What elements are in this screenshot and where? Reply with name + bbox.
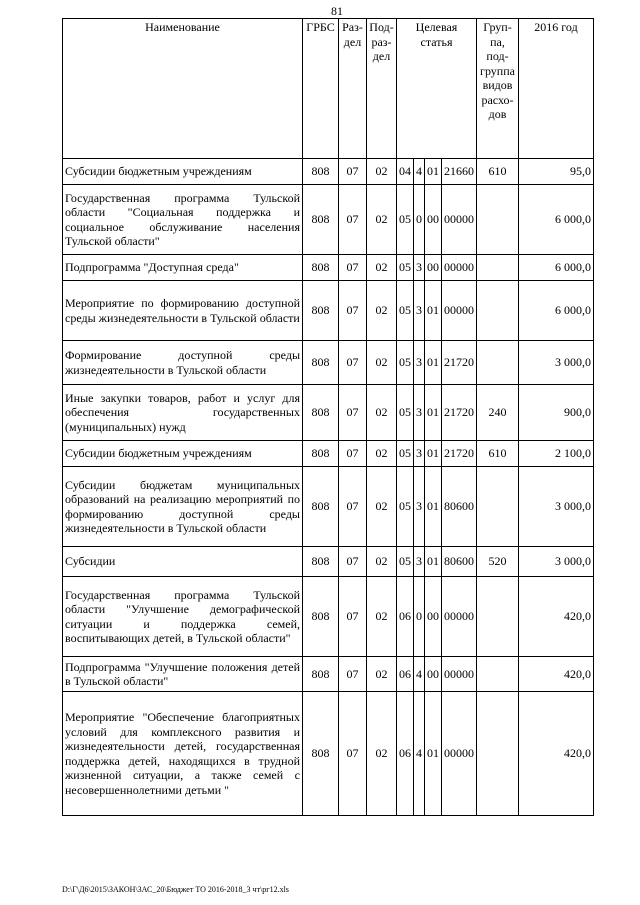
row-expense-group: 240 [477,385,519,441]
row-grbs: 808 [303,657,339,692]
row-expense-group [477,692,519,816]
row-amount: 95,0 [519,159,594,185]
row-expense-group: 520 [477,547,519,577]
table-row [63,467,594,547]
row-target-event: 01 [425,385,442,441]
header-name: Наименование [63,19,303,159]
row-name: Мероприятие "Обеспечение благоприятных условий для комплексного развития и жизнедеятельности детей, государственная поддержка детей, находящихся в трудной жизненной ситуации, а также семей с несовершеннолетними детьми " [63,692,303,816]
row-expense-group [477,255,519,281]
header-target: Целевая статья [397,19,477,159]
row-razdel: 07 [339,577,367,657]
row-target-subprogram: 3 [414,385,425,441]
row-podrazdel: 02 [367,547,397,577]
row-expense-group [477,657,519,692]
row-target-event: 00 [425,577,442,657]
row-target-program: 05 [397,385,414,441]
row-name: Формирование доступной среды жизнедеятельности в Тульской области [63,341,303,385]
row-grbs: 808 [303,577,339,657]
row-target-program: 05 [397,467,414,547]
table-row [63,385,594,441]
table-row [63,441,594,467]
row-name: Государственная программа Тульской области "Социальная поддержка и социальное обслуживание населения Тульской области" [63,185,303,255]
row-grbs: 808 [303,467,339,547]
row-podrazdel: 02 [367,657,397,692]
row-target-event: 00 [425,255,442,281]
row-amount: 900,0 [519,385,594,441]
row-grbs: 808 [303,547,339,577]
row-name: Иные закупки товаров, работ и услуг для обеспечения государственных (муниципальных) нужд [63,385,303,441]
row-expense-group [477,577,519,657]
table-row [63,255,594,281]
row-target-subprogram: 3 [414,341,425,385]
row-target-program: 04 [397,159,414,185]
row-target-event: 01 [425,159,442,185]
row-razdel: 07 [339,341,367,385]
row-grbs: 808 [303,385,339,441]
row-podrazdel: 02 [367,385,397,441]
row-target-event: 01 [425,467,442,547]
row-razdel: 07 [339,185,367,255]
row-razdel: 07 [339,657,367,692]
row-name: Мероприятие по формированию доступной среды жизнедеятельности в Тульской области [63,281,303,341]
row-target-direction: 80600 [442,467,477,547]
row-grbs: 808 [303,255,339,281]
row-target-direction: 00000 [442,657,477,692]
table-row [63,281,594,341]
row-razdel: 07 [339,441,367,467]
row-name: Подпрограмма "Доступная среда" [63,255,303,281]
row-target-subprogram: 4 [414,657,425,692]
row-grbs: 808 [303,159,339,185]
row-target-subprogram: 4 [414,159,425,185]
row-target-direction: 80600 [442,547,477,577]
table-row [63,341,594,385]
row-target-direction: 21660 [442,159,477,185]
row-name: Подпрограмма "Улучшение положения детей в Тульской области" [63,657,303,692]
row-expense-group [477,341,519,385]
header-group: Груп-па, под-группа видов расхо-дов [477,19,519,159]
row-expense-group: 610 [477,441,519,467]
row-target-subprogram: 4 [414,692,425,816]
row-podrazdel: 02 [367,159,397,185]
row-amount: 3 000,0 [519,341,594,385]
table-row [63,547,594,577]
row-target-subprogram: 3 [414,255,425,281]
row-target-subprogram: 0 [414,185,425,255]
row-name: Государственная программа Тульской области "Улучшение демографической ситуации и поддержка семей, воспитывающих детей, в Тульской области" [63,577,303,657]
page-number: 81 [331,4,343,18]
row-target-direction: 00000 [442,281,477,341]
table-row [63,657,594,692]
row-podrazdel: 02 [367,692,397,816]
row-target-direction: 00000 [442,692,477,816]
table-row [63,577,594,657]
row-podrazdel: 02 [367,577,397,657]
row-target-direction: 00000 [442,255,477,281]
row-amount: 3 000,0 [519,547,594,577]
row-target-subprogram: 3 [414,547,425,577]
row-target-program: 06 [397,657,414,692]
row-amount: 6 000,0 [519,255,594,281]
file-path-footer: D:\Г\Д6\2015\ЗАКОН\ЗАС_20\Бюджет ТО 2016-2018_3 чт\рг12.xls [62,885,289,894]
row-razdel: 07 [339,692,367,816]
row-expense-group [477,467,519,547]
row-expense-group [477,281,519,341]
row-target-event: 00 [425,657,442,692]
header-year: 2016 год [519,19,594,159]
row-target-program: 05 [397,185,414,255]
header-podrazdel: Под-раз-дел [367,19,397,159]
row-target-program: 05 [397,547,414,577]
row-podrazdel: 02 [367,281,397,341]
row-amount: 6 000,0 [519,281,594,341]
row-podrazdel: 02 [367,467,397,547]
row-target-event: 01 [425,547,442,577]
row-target-program: 05 [397,441,414,467]
row-target-program: 05 [397,281,414,341]
row-target-direction: 21720 [442,385,477,441]
row-grbs: 808 [303,281,339,341]
row-target-subprogram: 0 [414,577,425,657]
row-amount: 6 000,0 [519,185,594,255]
row-expense-group [477,185,519,255]
row-target-program: 06 [397,577,414,657]
row-target-subprogram: 3 [414,441,425,467]
header-razdel: Раз-дел [339,19,367,159]
row-expense-group: 610 [477,159,519,185]
row-razdel: 07 [339,281,367,341]
row-amount: 420,0 [519,692,594,816]
row-podrazdel: 02 [367,441,397,467]
row-amount: 2 100,0 [519,441,594,467]
row-target-direction: 21720 [442,441,477,467]
row-grbs: 808 [303,441,339,467]
row-amount: 420,0 [519,657,594,692]
row-target-direction: 21720 [442,341,477,385]
row-target-program: 06 [397,692,414,816]
table-row [63,185,594,255]
row-name: Субсидии бюджетам муниципальных образований на реализацию мероприятий по формированию доступной среды жизнедеятельности в Тульской области [63,467,303,547]
row-grbs: 808 [303,692,339,816]
table-row [63,159,594,185]
row-name: Субсидии бюджетным учреждениям [63,441,303,467]
row-target-direction: 00000 [442,577,477,657]
row-target-event: 01 [425,341,442,385]
table-row [63,692,594,816]
row-target-subprogram: 3 [414,281,425,341]
row-target-program: 05 [397,341,414,385]
row-target-subprogram: 3 [414,467,425,547]
row-target-event: 01 [425,281,442,341]
row-razdel: 07 [339,385,367,441]
row-target-event: 01 [425,692,442,816]
row-razdel: 07 [339,255,367,281]
budget-table [62,18,594,816]
row-grbs: 808 [303,341,339,385]
row-amount: 420,0 [519,577,594,657]
row-grbs: 808 [303,185,339,255]
row-podrazdel: 02 [367,341,397,385]
row-name: Субсидии бюджетным учреждениям [63,159,303,185]
row-podrazdel: 02 [367,185,397,255]
header-row [63,19,594,159]
row-target-event: 01 [425,441,442,467]
row-razdel: 07 [339,159,367,185]
row-razdel: 07 [339,467,367,547]
row-amount: 3 000,0 [519,467,594,547]
row-target-event: 00 [425,185,442,255]
row-name: Субсидии [63,547,303,577]
header-grbs: ГРБС [303,19,339,159]
row-target-direction: 00000 [442,185,477,255]
row-podrazdel: 02 [367,255,397,281]
row-target-program: 05 [397,255,414,281]
row-razdel: 07 [339,547,367,577]
